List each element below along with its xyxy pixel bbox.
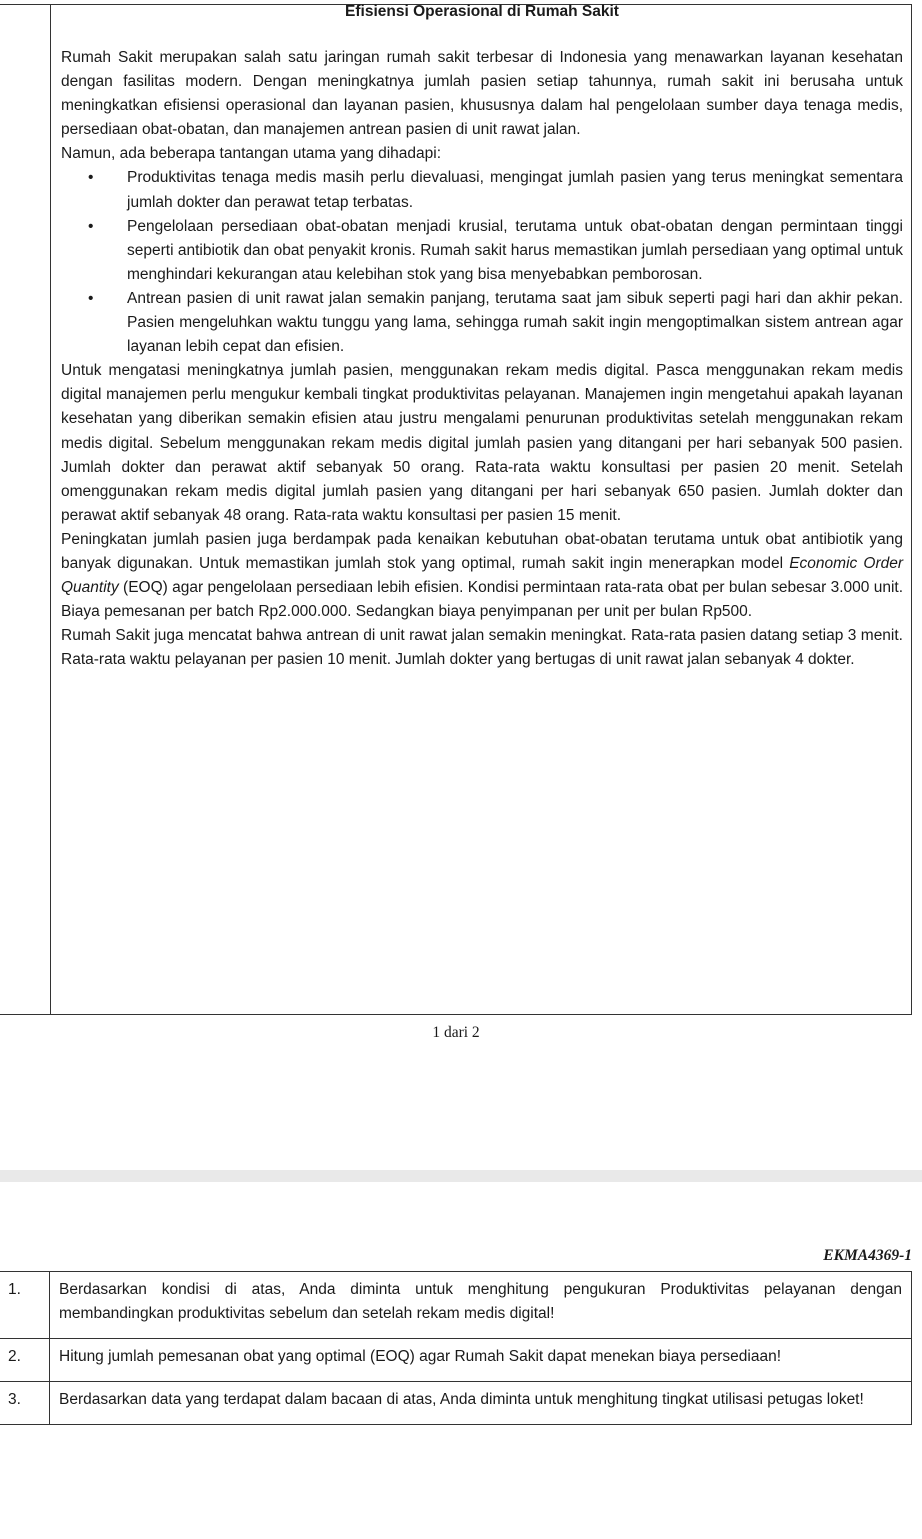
eoq-paragraph	[61, 528, 903, 624]
question-number: 3.	[0, 1382, 50, 1425]
challenge-item: • Pengelolaan persediaan obat-obatan menjadi krusial, terutama untuk obat-obatan dengan permintaan tinggi seperti antibiotik dan obat penyakit kronis. Rumah sakit harus memastikan jumlah persediaan yang optimal untuk menghindari kekurangan atau kelebihan stok yang bisa menyebabkan pemborosan.	[61, 215, 903, 287]
question-text: Hitung jumlah pemesanan obat yang optimal (EOQ) agar Rumah Sakit dapat menekan biaya persediaan!	[50, 1339, 912, 1382]
course-code: EKMA4369-1	[823, 1247, 912, 1264]
queue-paragraph: Rumah Sakit juga mencatat bahwa antrean di unit rawat jalan semakin meningkat. Rata-rata pasien datang setiap 3 menit. Rata-rata waktu pelayanan per pasien 10 menit. Jumlah dokter yang bertugas di unit rawat jalan sebanyak 4 dokter.	[61, 627, 903, 669]
question-number: 2.	[0, 1339, 50, 1382]
intro-paragraph: Rumah Sakit merupakan salah satu jaringan rumah sakit terbesar di Indonesia yang menawarkan layanan kesehatan dengan fasilitas modern. Dengan meningkatnya jumlah pasien setiap tahunnya, rumah sakit ini berusaha untuk meningkatkan efisiensi operasional dan layanan pasien, khususnya dalam hal pengelolaan sumber daya tenaga medis, persediaan obat-obatan, dan manajemen antrean pasien di unit rawat jalan.	[61, 49, 903, 139]
page-number: 1 dari 2	[432, 1024, 480, 1041]
challenges-list	[61, 166, 903, 359]
eoq-term: Economic Order Quantity	[61, 554, 904, 597]
number-column-divider	[50, 5, 51, 1014]
challenge-item: • Antrean pasien di unit rawat jalan semakin panjang, terutama saat jam sibuk seperti pagi hari dan akhir pekan. Pasien mengeluhkan waktu tunggu yang lama, sehingga rumah sakit ingin mengoptimalkan sistem antrean agar layanan lebih cepat dan efisien.	[61, 287, 903, 359]
questions-table	[0, 1271, 912, 1425]
case-title: Efisiensi Operasional di Rumah Sakit	[345, 3, 619, 20]
eoq-text-start: Peningkatan jumlah pasien juga berdampak pada kenaikan kebutuhan obat-obatan terutama untuk obat antibiotik yang banyak digunakan. Untuk memastikan jumlah stok yang optimal, rumah sakit ingin menerapkan model	[61, 530, 903, 572]
question-row	[0, 1272, 912, 1339]
eoq-text-end: (EOQ) agar pengelolaan persediaan lebih efisien. Kondisi permintaan rata-rata obat per bulan sebesar 3.000 unit. Biaya pemesanan per batch Rp2.000.000. Sedangkan biaya penyimpanan per unit per bulan Rp500.	[61, 579, 903, 621]
question-row	[0, 1382, 912, 1425]
case-content	[61, 0, 903, 672]
page-2	[0, 1182, 922, 1539]
question-text: Berdasarkan data yang terdapat dalam bacaan di atas, Anda diminta untuk menghitung tingkat utilisasi petugas loket!	[50, 1382, 912, 1425]
question-number: 1.	[0, 1272, 50, 1339]
challenge-item: • Produktivitas tenaga medis masih perlu dievaluasi, mengingat jumlah pasien yang terus meningkat sementara jumlah dokter dan perawat tetap terbatas.	[61, 166, 903, 214]
productivity-paragraph: Untuk mengatasi meningkatnya jumlah pasien, menggunakan rekam medis digital. Pasca menggunakan rekam medis digital manajemen perlu mengukur kembali tingkat produktivitas pelayanan. Manajemen ingin mengetahui apakah layanan kesehatan yang diberikan semakin efisien atau justru mengalami penurunan produktivitas setelah menggunakan rekam medis digital. Sebelum menggunakan rekam medis digital jumlah pasien yang ditangani per hari sebanyak 500 pasien. Jumlah dokter dan perawat aktif sebanyak 50 orang. Rata-rata waktu konsultasi per pasien 20 menit. Setelah omenggunakan rekam medis digital jumlah pasien yang ditangani per hari sebanyak 650 pasien. Jumlah dokter dan perawat aktif sebanyak 48 orang. Rata-rata waktu konsultasi per pasien 15 menit.	[61, 362, 903, 524]
question-row	[0, 1339, 912, 1382]
question-text: Berdasarkan kondisi di atas, Anda diminta untuk menghitung pengukuran Produktivitas pelayanan dengan membandingkan produktivitas sebelum dan setelah rekam medis digital!	[50, 1272, 912, 1339]
page-separator	[0, 1170, 922, 1182]
challenges-intro: Namun, ada beberapa tantangan utama yang dihadapi:	[61, 145, 442, 163]
